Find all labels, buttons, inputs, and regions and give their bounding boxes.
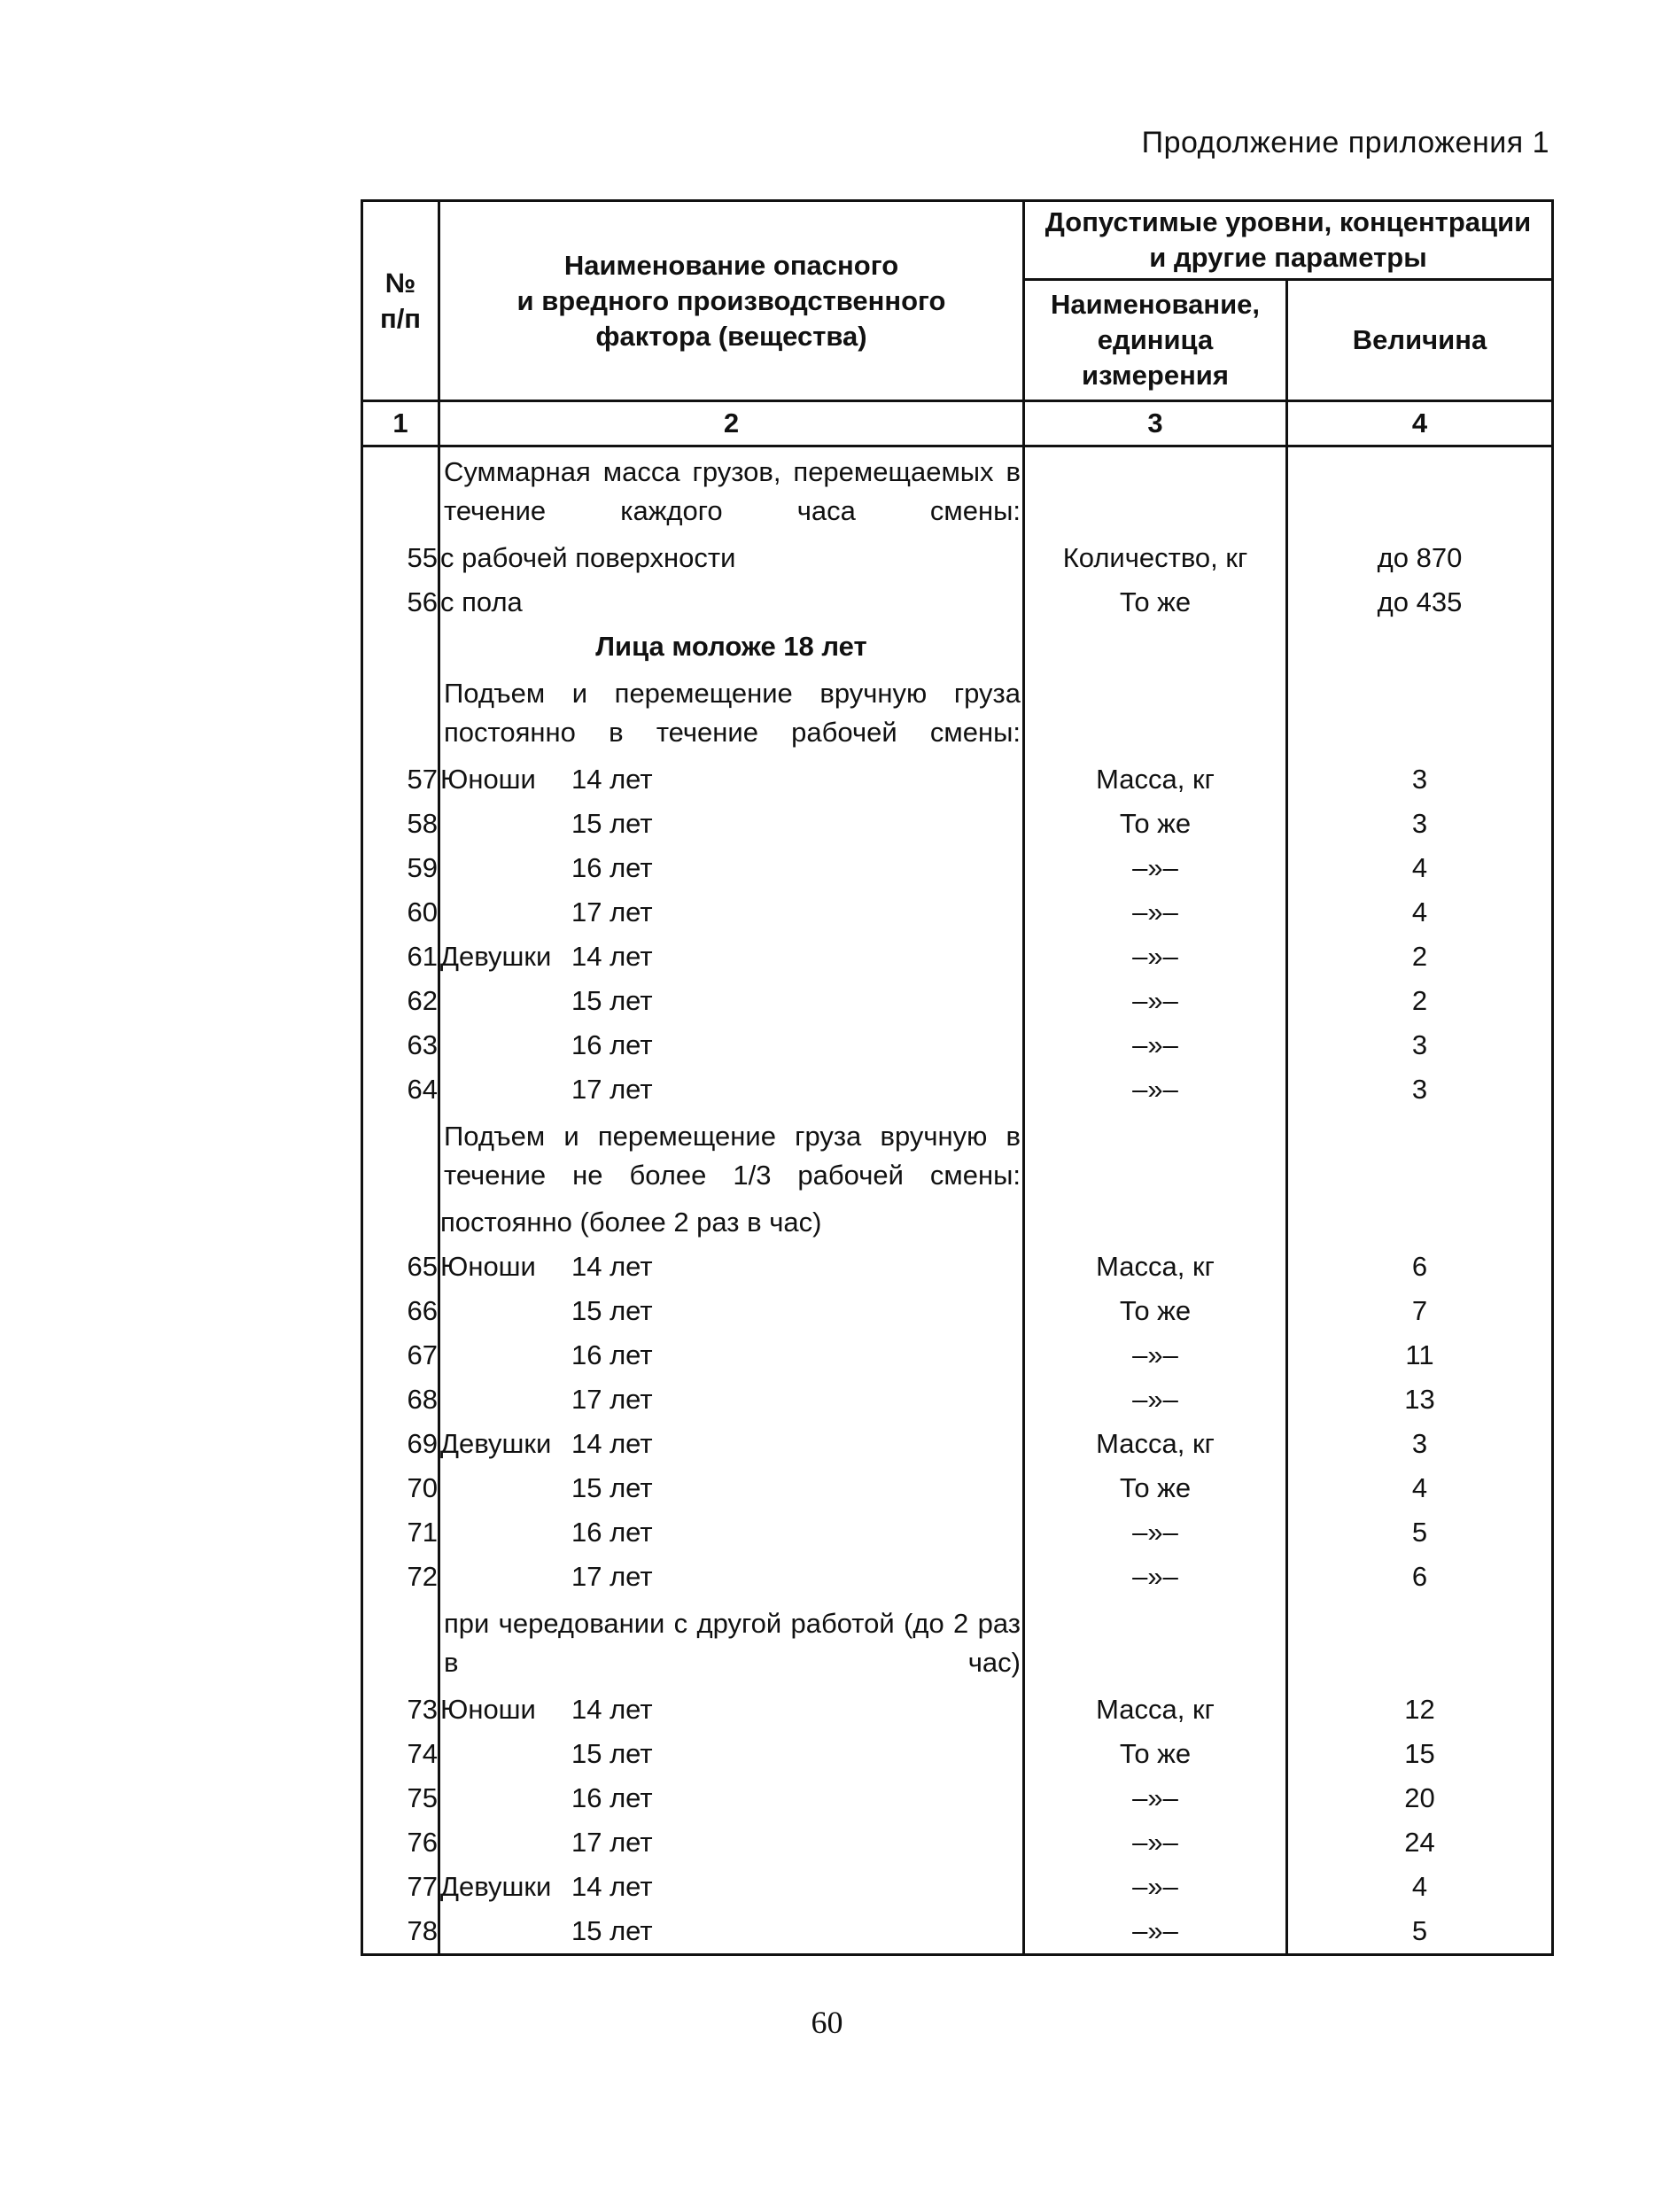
- table-row: [362, 1245, 1553, 1289]
- header-number-text: № п/п: [379, 267, 422, 334]
- row-number: 78: [362, 1909, 439, 1955]
- row-factor: [439, 1289, 1024, 1333]
- row-value: [1287, 669, 1553, 757]
- row-unit: То же: [1024, 1289, 1287, 1333]
- table-row: [362, 1776, 1553, 1820]
- row-factor: [439, 1688, 1024, 1732]
- row-value: 5: [1287, 1510, 1553, 1555]
- row-age: 17 лет: [571, 1827, 653, 1858]
- table-row: [362, 1333, 1553, 1378]
- row-value: 4: [1287, 846, 1553, 890]
- table-row: [362, 1510, 1553, 1555]
- row-age: 14 лет: [571, 1251, 653, 1282]
- table-row: [362, 1067, 1553, 1112]
- table-row: [362, 1422, 1553, 1466]
- row-factor: [439, 1245, 1024, 1289]
- row-unit: Масса, кг: [1024, 1245, 1287, 1289]
- row-unit: То же: [1024, 1732, 1287, 1776]
- row-number: 72: [362, 1555, 439, 1599]
- row-unit: Количество, кг: [1024, 536, 1287, 580]
- row-value: 11: [1287, 1333, 1553, 1378]
- table-row: [362, 1200, 1553, 1245]
- row-factor: [439, 1067, 1024, 1112]
- row-value: 6: [1287, 1555, 1553, 1599]
- row-factor: [439, 1820, 1024, 1865]
- row-age: 15 лет: [571, 1295, 653, 1326]
- row-number: 64: [362, 1067, 439, 1112]
- row-age: 15 лет: [571, 1915, 653, 1946]
- row-unit: –»–: [1024, 1865, 1287, 1909]
- row-age: 14 лет: [571, 764, 653, 795]
- row-number: 73: [362, 1688, 439, 1732]
- header-unit: [1024, 280, 1287, 401]
- colnum-2: 2: [439, 401, 1024, 446]
- row-factor: с рабочей поверхности: [439, 536, 1024, 580]
- row-number: 74: [362, 1732, 439, 1776]
- row-number: 65: [362, 1245, 439, 1289]
- row-value: 20: [1287, 1776, 1553, 1820]
- header-levels-text: Допустимые уровни, концентрации и другие параметры: [1044, 206, 1532, 273]
- row-age: 16 лет: [571, 1029, 653, 1060]
- table-row: [362, 1289, 1553, 1333]
- row-factor: [439, 1378, 1024, 1422]
- row-value: 12: [1287, 1688, 1553, 1732]
- colnum-4: 4: [1287, 401, 1553, 446]
- table-body: [362, 446, 1553, 1955]
- row-factor: с пола: [439, 580, 1024, 625]
- row-age: 15 лет: [571, 1472, 653, 1503]
- row-unit: –»–: [1024, 846, 1287, 890]
- row-factor: [439, 1909, 1024, 1955]
- row-age: 14 лет: [571, 1428, 653, 1459]
- row-number: 69: [362, 1422, 439, 1466]
- row-value: до 870: [1287, 536, 1553, 580]
- row-factor: [439, 757, 1024, 802]
- page-number: 60: [811, 2005, 843, 2040]
- row-number: 56: [362, 580, 439, 625]
- table-row: [362, 1378, 1553, 1422]
- row-unit: [1024, 669, 1287, 757]
- row-value: 24: [1287, 1820, 1553, 1865]
- colnum-3: 3: [1024, 401, 1287, 446]
- row-value: 15: [1287, 1732, 1553, 1776]
- row-value: 6: [1287, 1245, 1553, 1289]
- table-row: [362, 1599, 1553, 1688]
- table-row: [362, 1688, 1553, 1732]
- row-unit: –»–: [1024, 1378, 1287, 1422]
- row-unit: То же: [1024, 580, 1287, 625]
- row-factor: Лица моложе 18 лет: [439, 625, 1024, 669]
- row-age: 15 лет: [571, 808, 653, 839]
- row-number: 62: [362, 979, 439, 1023]
- row-value: 4: [1287, 890, 1553, 935]
- row-group: Юноши: [440, 1251, 536, 1282]
- row-factor: [439, 1776, 1024, 1820]
- row-factor: [439, 935, 1024, 979]
- row-age: 17 лет: [571, 896, 653, 927]
- header-unit-text: Наименование, единица измерения: [1050, 289, 1261, 391]
- row-number: 77: [362, 1865, 439, 1909]
- table-row: [362, 446, 1553, 537]
- row-age: 14 лет: [571, 1694, 653, 1725]
- row-unit: –»–: [1024, 1776, 1287, 1820]
- row-number: [362, 1200, 439, 1245]
- limits-table: [361, 199, 1554, 1956]
- table-row: [362, 1023, 1553, 1067]
- table-row: [362, 1732, 1553, 1776]
- row-number: [362, 446, 439, 537]
- row-unit: Масса, кг: [1024, 757, 1287, 802]
- row-age: 17 лет: [571, 1384, 653, 1415]
- row-unit: –»–: [1024, 1067, 1287, 1112]
- row-factor: [439, 1510, 1024, 1555]
- row-factor: Суммарная масса грузов, перемещаемых в течение каждого часа смены:: [439, 446, 1024, 537]
- row-value: 3: [1287, 1023, 1553, 1067]
- row-number: 76: [362, 1820, 439, 1865]
- row-number: 71: [362, 1510, 439, 1555]
- header-number: [362, 201, 439, 401]
- row-age: 14 лет: [571, 1871, 653, 1902]
- header-value: [1287, 280, 1553, 401]
- table-row: [362, 846, 1553, 890]
- table-row: [362, 935, 1553, 979]
- row-factor: Подъем и перемещение вручную груза постоянно в течение рабочей смены:: [439, 669, 1024, 757]
- row-group: Девушки: [440, 1871, 552, 1902]
- row-age: 15 лет: [571, 1738, 653, 1769]
- colnum-1: 1: [362, 401, 439, 446]
- row-unit: Масса, кг: [1024, 1422, 1287, 1466]
- row-number: 70: [362, 1466, 439, 1510]
- row-factor: [439, 1555, 1024, 1599]
- row-number: 61: [362, 935, 439, 979]
- row-age: 16 лет: [571, 1339, 653, 1370]
- row-unit: [1024, 1599, 1287, 1688]
- row-age: 16 лет: [571, 1782, 653, 1813]
- row-value: 7: [1287, 1289, 1553, 1333]
- row-unit: –»–: [1024, 1510, 1287, 1555]
- row-value: 3: [1287, 757, 1553, 802]
- row-number: 59: [362, 846, 439, 890]
- row-factor: при чередовании с другой работой (до 2 раз в час): [439, 1599, 1024, 1688]
- row-value: [1287, 1599, 1553, 1688]
- table-row: [362, 757, 1553, 802]
- row-unit: То же: [1024, 1466, 1287, 1510]
- row-value: 5: [1287, 1909, 1553, 1955]
- row-value: до 435: [1287, 580, 1553, 625]
- table-row: [362, 625, 1553, 669]
- row-value: [1287, 1112, 1553, 1200]
- table-row: [362, 1112, 1553, 1200]
- row-number: 68: [362, 1378, 439, 1422]
- row-factor: [439, 1023, 1024, 1067]
- continuation-label: Продолжение приложения 1: [1141, 126, 1549, 159]
- row-number: 58: [362, 802, 439, 846]
- row-value: [1287, 446, 1553, 537]
- row-factor: [439, 1466, 1024, 1510]
- row-factor: [439, 979, 1024, 1023]
- row-unit: [1024, 1200, 1287, 1245]
- row-unit: –»–: [1024, 1909, 1287, 1955]
- row-value: 2: [1287, 979, 1553, 1023]
- header-factor-text: Наименование опасного и вредного производственного фактора (вещества): [516, 249, 946, 352]
- table-row: [362, 669, 1553, 757]
- table-row: [362, 1466, 1553, 1510]
- header-levels: [1024, 201, 1553, 280]
- row-age: 17 лет: [571, 1561, 653, 1592]
- row-unit: [1024, 625, 1287, 669]
- row-value: [1287, 625, 1553, 669]
- row-factor: [439, 1732, 1024, 1776]
- header-value-text: Величина: [1352, 324, 1487, 355]
- row-unit: [1024, 1112, 1287, 1200]
- row-unit: –»–: [1024, 935, 1287, 979]
- row-unit: –»–: [1024, 1333, 1287, 1378]
- row-unit: –»–: [1024, 1555, 1287, 1599]
- row-unit: [1024, 446, 1287, 537]
- row-factor: постоянно (более 2 раз в час): [439, 1200, 1024, 1245]
- row-number: [362, 1599, 439, 1688]
- row-group: Юноши: [440, 1694, 536, 1725]
- row-number: 67: [362, 1333, 439, 1378]
- row-age: 16 лет: [571, 1517, 653, 1548]
- table-row: [362, 1865, 1553, 1909]
- row-factor: Подъем и перемещение груза вручную в течение не более 1/3 рабочей смены:: [439, 1112, 1024, 1200]
- row-number: 75: [362, 1776, 439, 1820]
- row-number: [362, 1112, 439, 1200]
- row-value: [1287, 1200, 1553, 1245]
- row-factor: [439, 846, 1024, 890]
- row-value: 3: [1287, 802, 1553, 846]
- table-row: [362, 890, 1553, 935]
- row-value: 3: [1287, 1067, 1553, 1112]
- row-unit: То же: [1024, 802, 1287, 846]
- row-value: 3: [1287, 1422, 1553, 1466]
- row-factor: [439, 802, 1024, 846]
- row-unit: Масса, кг: [1024, 1688, 1287, 1732]
- row-value: 4: [1287, 1466, 1553, 1510]
- row-value: 4: [1287, 1865, 1553, 1909]
- row-unit: –»–: [1024, 1023, 1287, 1067]
- table-row: [362, 580, 1553, 625]
- table-row: [362, 1555, 1553, 1599]
- row-unit: –»–: [1024, 979, 1287, 1023]
- row-number: [362, 625, 439, 669]
- table-row: [362, 802, 1553, 846]
- row-number: [362, 669, 439, 757]
- row-group: Девушки: [440, 941, 552, 972]
- row-value: 13: [1287, 1378, 1553, 1422]
- table-row: [362, 979, 1553, 1023]
- row-number: 60: [362, 890, 439, 935]
- row-factor: [439, 1865, 1024, 1909]
- row-number: 57: [362, 757, 439, 802]
- row-factor: [439, 1422, 1024, 1466]
- row-factor: [439, 1333, 1024, 1378]
- row-group: Девушки: [440, 1428, 552, 1459]
- row-unit: –»–: [1024, 890, 1287, 935]
- row-number: 63: [362, 1023, 439, 1067]
- row-number: 66: [362, 1289, 439, 1333]
- table-row: [362, 1820, 1553, 1865]
- row-age: 15 лет: [571, 985, 653, 1016]
- row-factor: [439, 890, 1024, 935]
- row-unit: –»–: [1024, 1820, 1287, 1865]
- header-factor: [439, 201, 1024, 401]
- table-row: [362, 536, 1553, 580]
- table-row: [362, 1909, 1553, 1955]
- row-age: 16 лет: [571, 852, 653, 883]
- row-number: 55: [362, 536, 439, 580]
- row-group: Юноши: [440, 764, 536, 795]
- row-value: 2: [1287, 935, 1553, 979]
- row-age: 14 лет: [571, 941, 653, 972]
- row-age: 17 лет: [571, 1074, 653, 1105]
